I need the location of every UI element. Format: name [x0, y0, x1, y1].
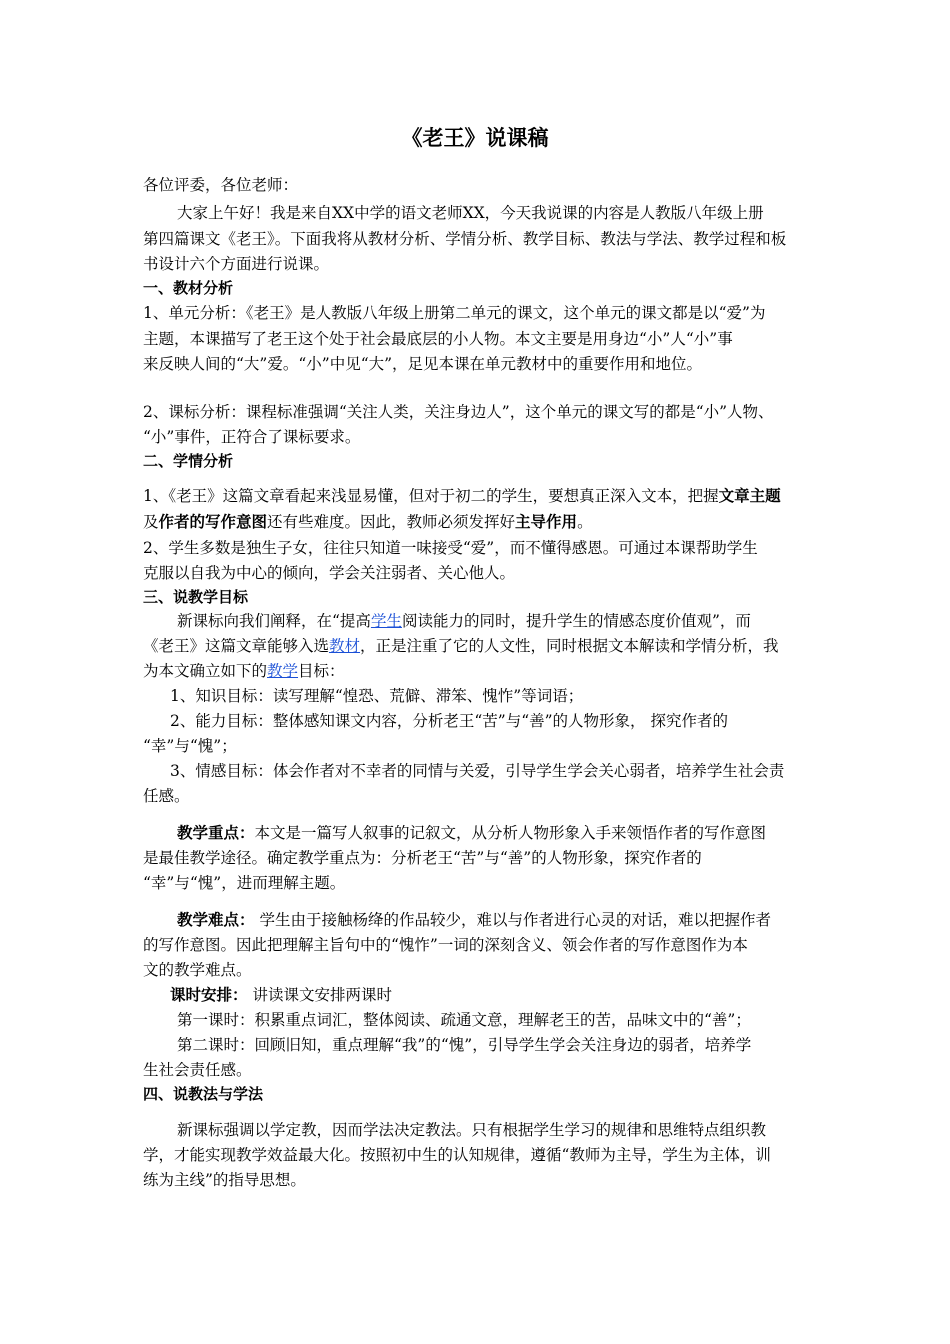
- text: 阅读能力的同时，提升学生的情感态度价值观”，而: [401, 612, 751, 630]
- text: 新课标向我们阐释，在“提高: [177, 612, 371, 630]
- section-heading: 三、说教学目标: [143, 588, 249, 606]
- intro-line: 大家上午好！我是来自XX中学的语文老师XX，今天我说课的内容是人教版八年级上册: [177, 204, 764, 222]
- lesson-item: 生社会责任感。: [143, 1061, 252, 1079]
- paragraph-line: 是最佳教学途径。确定教学重点为：分析老王“苦”与“善”的人物形象，探究作者的: [143, 849, 702, 867]
- section-heading: 二、学情分析: [143, 452, 234, 470]
- schedule-line: [170, 984, 392, 1006]
- text: 1、《老王》这篇文章看起来浅显易懂，但对于初二的学生，要想真正深入文本，把握: [143, 487, 719, 505]
- paragraph-line: 来反映人间的“大”爱。“小”中见“大”，足见本课在单元教材中的重要作用和地位。: [143, 355, 703, 373]
- paragraph-line: [177, 610, 751, 632]
- paragraph-line: 新课标强调以学定教，因而学法决定教法。只有根据学生学习的规律和思维特点组织教: [177, 1121, 767, 1139]
- emphasis-text: 文章主题: [718, 487, 781, 505]
- goal-item: 2、能力目标：整体感知课文内容，分析老王“苦”与“善”的人物形象， 探究作者的: [170, 712, 728, 730]
- paragraph-line: 文的教学难点。: [143, 961, 252, 979]
- text: 为本文确立如下的: [143, 662, 268, 680]
- paragraph-line: 2、课标分析：课程标准强调“关注人类，关注身边人”，这个单元的课文写的都是“小”人物、: [143, 403, 774, 421]
- goal-item: 1、知识目标：读写理解“惶恐、荒僻、滞笨、愧怍”等词语；: [170, 687, 584, 705]
- paragraph-line: [143, 511, 593, 533]
- text: 学生由于接触杨绛的作品较少，难以与作者进行心灵的对话，难以把握作者: [254, 911, 771, 929]
- goal-item: “幸”与“愧”；: [143, 737, 237, 755]
- text: 。: [577, 513, 593, 531]
- key-point-line: [177, 822, 766, 844]
- goal-item: 3、情感目标：体会作者对不幸者的同情与关爱，引导学生学会关心弱者，培养学生社会责: [170, 762, 785, 780]
- paragraph-line: 练为主线”的指导思想。: [143, 1171, 306, 1189]
- paragraph-line: 学，才能实现教学效益最大化。按照初中生的认知规律，遵循“教师为主导，学生为主体，训: [143, 1146, 771, 1164]
- intro-line: 书设计六个方面进行说课。: [143, 255, 330, 273]
- difficulty-line: [177, 909, 771, 931]
- text: 还有些难度。因此，教师必须发挥好: [267, 513, 516, 531]
- text: 目标：: [298, 662, 345, 680]
- section-heading: 一、教材分析: [143, 279, 234, 297]
- paragraph-line: [143, 635, 779, 657]
- paragraph-line: “小”事件，正符合了课标要求。: [143, 428, 361, 446]
- page-title: 《老王》说课稿: [401, 126, 549, 150]
- difficulty-label: 教学难点：: [177, 911, 255, 929]
- schedule-label: 课时安排：: [170, 986, 248, 1004]
- goal-item: 任感。: [143, 787, 190, 805]
- paragraph-line: 主题，本课描写了老王这个处于社会最底层的小人物。本文主要是用身边“小”人“小”事: [143, 330, 733, 348]
- paragraph-line: 克服以自我为中心的倾向，学会关注弱者、关心他人。: [143, 564, 516, 582]
- paragraph-line: [143, 485, 781, 507]
- lesson-item: 第一课时：积累重点词汇，整体阅读、疏通文意，理解老王的苦，品味文中的“善”；: [177, 1011, 751, 1029]
- link-textbook[interactable]: 教材: [329, 637, 361, 655]
- link-student[interactable]: 学生: [370, 612, 402, 630]
- greeting: 各位评委，各位老师：: [143, 176, 299, 194]
- link-teaching[interactable]: 教学: [267, 662, 299, 680]
- text: 讲读课文安排两课时: [247, 986, 392, 1004]
- paragraph-line: 2、学生多数是独生子女，往往只知道一味接受“爱”，而不懂得感恩。可通过本课帮助学生: [143, 539, 758, 557]
- paragraph-line: “幸”与“愧”，进而理解主题。: [143, 874, 346, 892]
- text: 及: [143, 513, 159, 531]
- intro-line: 第四篇课文《老王》。下面我将从教材分析、学情分析、教学目标、教法与学法、教学过程和板: [143, 230, 787, 248]
- paragraph-line: 1、单元分析：《老王》是人教版八年级上册第二单元的课文，这个单元的课文都是以“爱”为: [143, 304, 766, 322]
- text: 本文是一篇写人叙事的记叙文，从分析人物形象入手来领悟作者的写作意图: [254, 824, 767, 842]
- text: 《老王》这篇文章能够入选: [143, 637, 330, 655]
- key-point-label: 教学重点：: [177, 824, 255, 842]
- paragraph-line: [143, 660, 345, 682]
- text: ，正是注重了它的人文性，同时根据文本解读和学情分析，我: [360, 637, 779, 655]
- lesson-item: 第二课时：回顾旧知，重点理解“我”的“愧”，引导学生学会关注身边的弱者，培养学: [177, 1036, 752, 1054]
- emphasis-text: 作者的写作意图: [158, 513, 268, 531]
- emphasis-text: 主导作用: [515, 513, 578, 531]
- paragraph-line: 的写作意图。因此把理解主旨句中的“愧怍”一词的深刻含义、领会作者的写作意图作为本: [143, 936, 748, 954]
- section-heading: 四、说教法与学法: [143, 1085, 264, 1103]
